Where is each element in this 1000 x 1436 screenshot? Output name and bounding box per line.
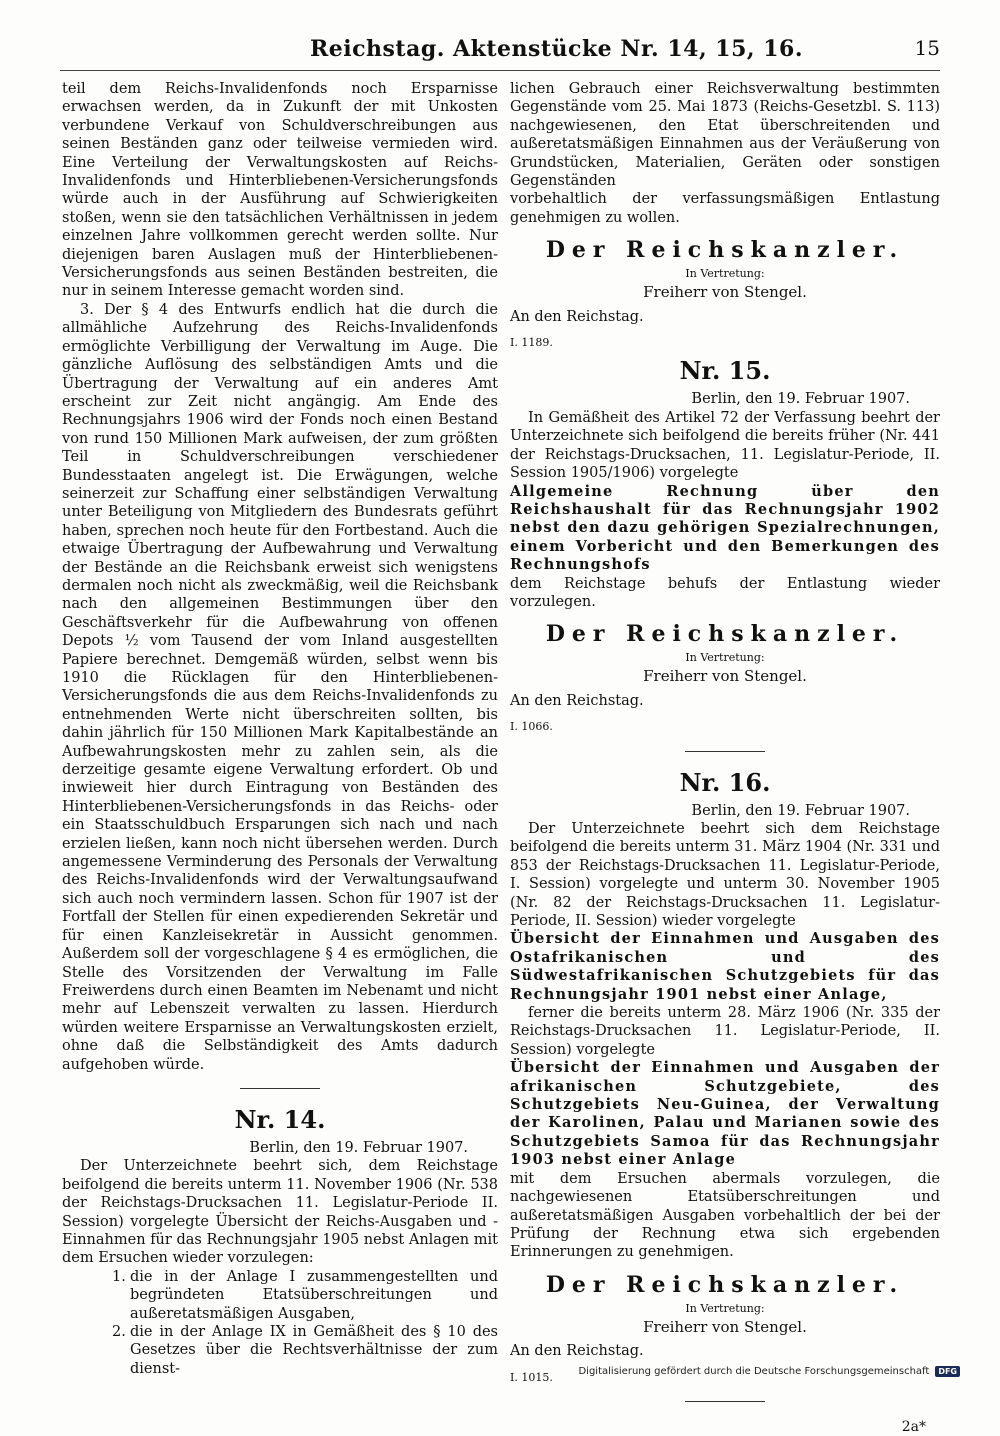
footer	[578, 1366, 960, 1377]
left-column	[62, 80, 498, 1378]
list-item	[112, 1268, 498, 1323]
signer-name: Freiherr von Stengel.	[643, 283, 807, 302]
nr16-document-title-2: Übersicht der Einnahmen und Ausgaben der afrikanischen Schutzgebiete, des Schutzgebiets Neu-Guinea, der Verwaltung der Karolinen, Palau und Marianen sowie des Schutzgebiets Samoa für das Rechnungsjahr 1903 nebst einer Anlage	[510, 1059, 940, 1169]
reference-number: I. 1066.	[510, 720, 553, 734]
dfg-logo: DFG	[935, 1366, 960, 1377]
nr14-continuation-block: lichen Gebrauch einer Reichsverwaltung bestimmten Gegenstände vom 25. Mai 1873 (Reichs-Gesetzbl. S. 113) nachgewiesenen, den Etat überschreitenden und außeretatsmäßigen Einnahmen aus der Veräußerung von Grundstücken, Materialien, Geräten oder sonstigen Gegenständen	[510, 81, 940, 190]
header-title: Reichstag. Aktenstücke Nr. 14, 15, 16.	[310, 36, 803, 62]
nr14-date: Berlin, den 19. Februar 1907.	[249, 1139, 468, 1156]
footer-text: Digitalisierung gefördert durch die Deutsche Forschungsgemeinschaft	[578, 1366, 930, 1377]
page-header	[60, 30, 940, 71]
signer-title: Der Reichskanzler.	[545, 237, 905, 264]
signer-name: Freiherr von Stengel.	[643, 667, 807, 686]
nr16-document-title-1: Übersicht der Einnahmen und Ausgaben des Ostafrikanischen und des Südwestafrikanischen Schutzgebiets für das Rechnungsjahr 1901 nebst einer Anlage,	[510, 930, 940, 1003]
reference-number: I. 1189.	[510, 336, 553, 350]
list-item-text: die in der Anlage IX in Gemäßheit des § 10 des Gesetzes über die Rechtsverhältnisse der zum dienst-	[130, 1324, 498, 1377]
divider	[240, 1088, 320, 1089]
nr16-intro: Der Unterzeichnete beehrt sich dem Reichstage beifolgend die bereits unterm 31. März 1904 (Nr. 331 und 853 der Reichstags-Drucksachen 11. Legislatur-Periode, I. Session) vorgelegte und unterm 30. November 1905 (Nr. 82 der Reichstags-Drucksachen 11. Legislatur-Periode, II. Session) wieder vorgelegte	[510, 820, 940, 929]
paragraph-continuation: teil dem Reichs-Invalidenfonds noch Ersparnisse erwachsen werden, da in Zukunft der mit Unkosten verbundene Verkauf von Schuldverschreibungen aus seinen Beständen ganz oder teilweise vermieden wird. Eine Verteilung der Verwaltungskosten auf Reichs-Invalidenfonds und Hinterbliebenen-Versicherungsfonds würde auch in der Ausführung auf Schwierigkeiten stoßen, wenn sie den tatsächlichen Verhältnissen in jedem einzelnen Jahre vollkommen gerecht werden sollte. Nur diejenigen baren Auslagen muß der Hinterbliebenen-Versicherungsfonds aus seinen Beständen bestreiten, die nur in seinem Interesse gemacht worden sind.	[62, 81, 498, 300]
page-number: 15	[914, 36, 940, 60]
signature-mark: 2a*	[901, 1418, 926, 1435]
nr15-date: Berlin, den 19. Februar 1907.	[691, 391, 910, 408]
addressee: An den Reichstag.	[510, 308, 644, 325]
right-column	[510, 80, 940, 1436]
nr15-heading: Nr. 15.	[679, 356, 771, 386]
nr14-closing: vorbehaltlich der verfassungsmäßigen Entlastung genehmigen zu wollen.	[510, 191, 940, 226]
paragraph-section-3: 3. Der § 4 des Entwurfs endlich hat die durch die allmähliche Aufzehrung des Reichs-Invalidenfonds ermöglichte Verbilligung der Verwaltung im Auge. Die gänzliche Auflösung des selbständigen Amts und die Übertragung der Verwaltung auf ein anderes Amt erscheint zur Zeit nicht angängig. Am Ende des Rechnungsjahrs 1906 wird der Fonds noch einen Bestand von rund 150 Millionen Mark aufweisen, der zum größten Teil in Schuldverschreibungen verschiedener Bundesstaaten angelegt ist. Die Erwägungen, welche seinerzeit zur Schaffung einer selbständigen Verwaltung unter Beteiligung von Mitgliedern des Bundesrats geführt haben, sprechen noch heute für den Fortbestand. Auch die etwaige Übertragung der Aufbewahrung und Verwaltung der Bestände an die Reichsbank erweist sich wenigstens dermalen noch nicht als zweckmäßig, weil die Reichsbank nach den allgemeinen Bestimmungen über den Geschäftsverkehr für die Aufbewahrung von offenen Depots ½ vom Tausend der vom Inland ausgestellten Papiere berechnet. Demgemäß würden, selbst wenn bis 1910 die Rücklagen für den Hinterbliebenen-Versicherungsfonds die aus dem Reichs-Invalidenfonds zu entnehmenden Werte nicht überschreiten sollten, bis dahin jährlich für 150 Millionen Mark Kapitalbestände an Aufbewahrungskosten mehr zu zahlen sein, als die derzeitige gesamte eigene Verwaltung erfordert. Ob und inwieweit hier durch Eintragung von Beständen des Hinterbliebenen-Versicherungsfonds in das Reichs- oder ein Staatsschuldbuch Ersparungen sich nach und nach erzielen ließen, kann noch nicht übersehen werden. Durch angemessene Verminderung des Personals der Verwaltung des Reichs-Invalidenfonds wird der Verwaltungsaufwand sich auch noch vermindern lassen. Schon für 1907 ist der Fortfall der Stellen für einen expedierenden Sekretär und für einen Kanzleisekretär in Aussicht genommen. Außerdem soll der vorgeschlagene § 4 es ermöglichen, die Stelle des Vorsitzenden der Verwaltung im Falle Freiwerdens durch einen Beamten im Nebenamt und nicht mehr auf Lebenszeit verwalten zu lassen. Hierdurch würden weitere Ersparnisse an Verwaltungskosten erzielt, ohne daß die Selbständigkeit des Amts dadurch aufgehoben würde.	[62, 301, 498, 1073]
addressee: An den Reichstag.	[510, 692, 644, 709]
signer-vertretung: In Vertretung:	[685, 651, 765, 665]
divider	[685, 751, 765, 752]
list-item	[112, 1323, 498, 1378]
signer-name: Freiherr von Stengel.	[643, 1317, 807, 1336]
nr16-middle: ferner die bereits unterm 28. März 1906 (Nr. 335 der Reichstags-Drucksachen 11. Legislatur-Periode, II. Session) vorgelegte	[510, 1005, 940, 1058]
signer-vertretung: In Vertretung:	[685, 1301, 765, 1315]
list-item-text: die in der Anlage I zusammengestellten und begründeten Etatsüberschreitungen und außeretatsmäßigen Ausgaben,	[130, 1268, 498, 1322]
nr15-document-title: Allgemeine Rechnung über den Reichshaushalt für das Rechnungsjahr 1902 nebst den dazu gehörigen Spezialrechnungen, einem Vorbericht und den Bemerkungen des Rechnungshofs	[510, 482, 940, 574]
list-item-number: 2.	[112, 1324, 126, 1340]
nr14-heading: Nr. 14.	[234, 1104, 326, 1134]
nr16-heading: Nr. 16.	[679, 767, 771, 797]
nr15-closing: dem Reichstage behufs der Entlastung wieder vorzulegen.	[510, 575, 940, 610]
nr16-closing: mit dem Ersuchen abermals vorzulegen, die nachgewiesenen Etatsüberschreitungen und außeretatsmäßigen Ausgaben vorbehaltlich der bei der Prüfung der Rechnung etwa sich ergebenden Erinnerungen zu genehmigen.	[510, 1170, 940, 1261]
divider	[685, 1401, 765, 1402]
signer-title: Der Reichskanzler.	[545, 621, 905, 648]
signer-title: Der Reichskanzler.	[545, 1271, 905, 1298]
reference-number: I. 1015.	[510, 1370, 553, 1384]
nr14-intro: Der Unterzeichnete beehrt sich, dem Reichstage beifolgend die bereits unterm 11. November 1906 (Nr. 538 der Reichstags-Drucksachen 11. Legislatur-Periode II. Session) vorgelegte Übersicht der Reichs-Ausgaben und -Einnahmen für das Rechnungsjahr 1905 nebst Anlagen mit dem Ersuchen wieder vorzulegen:	[62, 1158, 498, 1267]
signer-vertretung: In Vertretung:	[685, 267, 765, 281]
addressee: An den Reichstag.	[510, 1343, 644, 1360]
nr15-intro: In Gemäßheit des Artikel 72 der Verfassung beehrt der Unterzeichnete sich beifolgend die bereits früher (Nr. 441 der Reichstags-Drucksachen, 11. Legislatur-Periode, II. Session 1905/1906) vorgelegte	[510, 409, 940, 482]
nr16-date: Berlin, den 19. Februar 1907.	[691, 802, 910, 819]
list-item-number: 1.	[112, 1268, 126, 1285]
